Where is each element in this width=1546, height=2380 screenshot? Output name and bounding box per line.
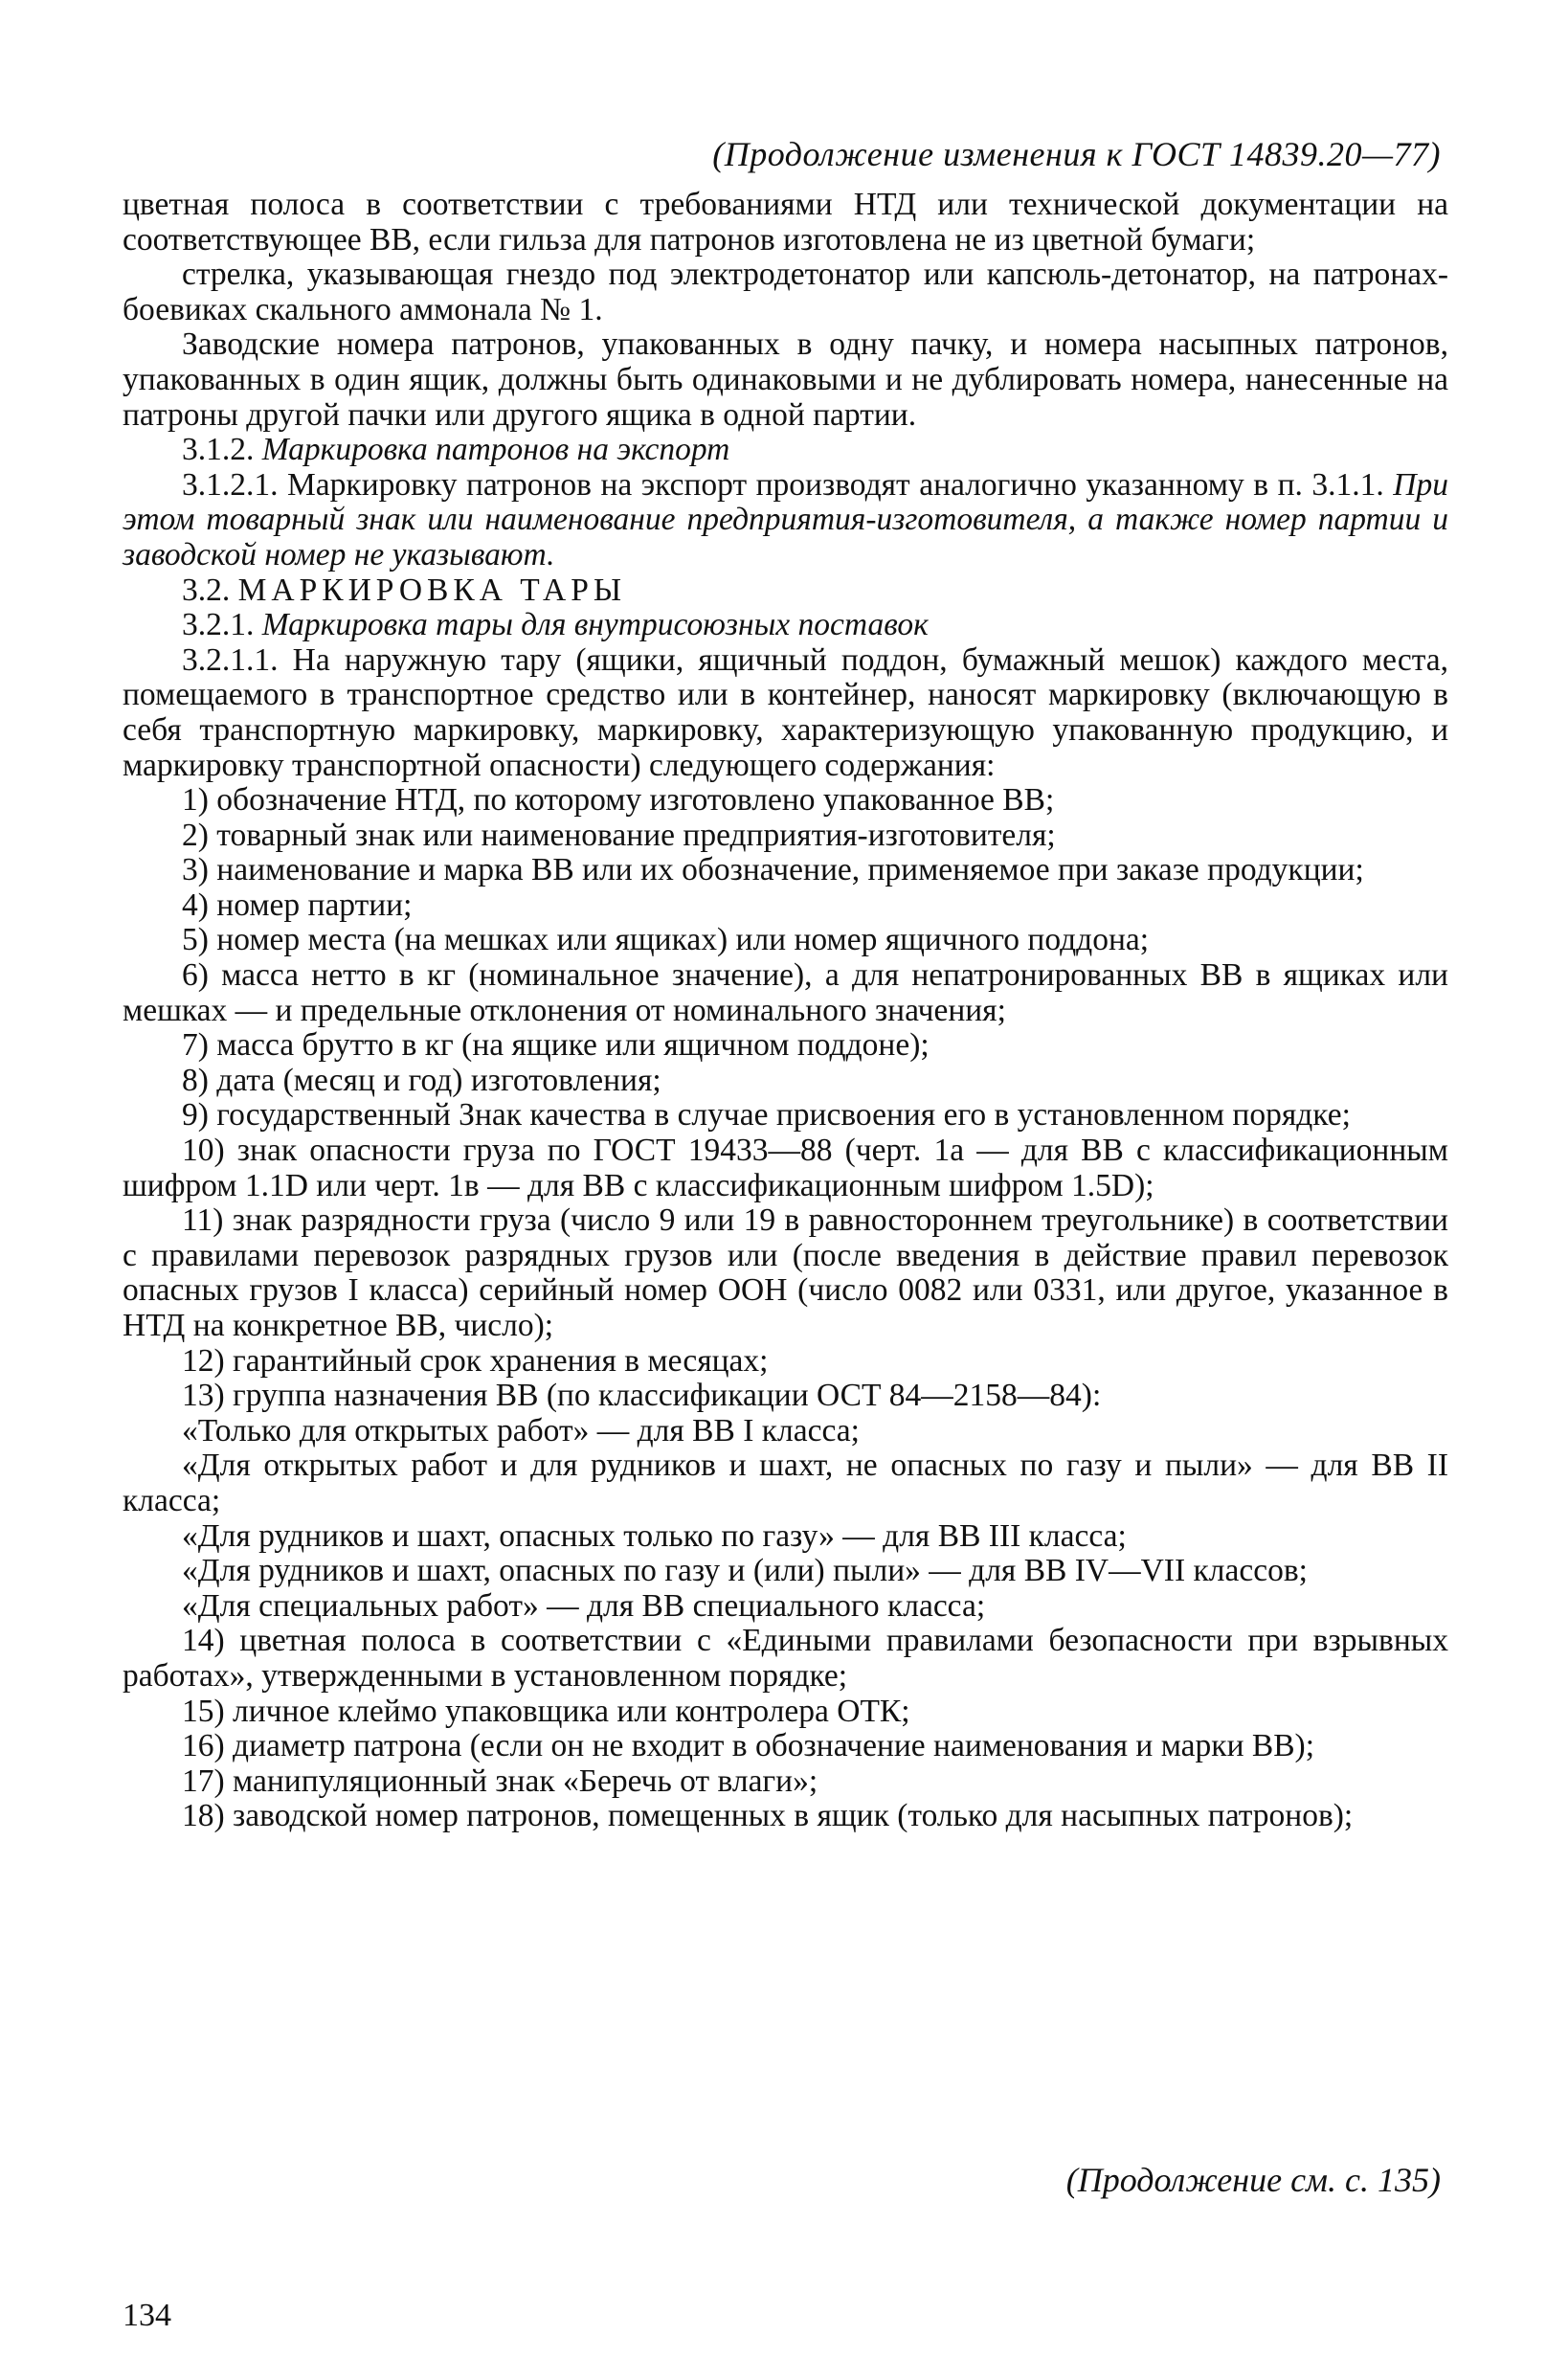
paragraph: 3.1.2.1. Маркировку патронов на экспорт производят аналогично указанному в п. 3.1.1. При этом товарный знак или наименование предприятия-изготовителя, а также номер партии и заводской номер не указывают. xyxy=(123,466,1448,573)
list-item: 4) номер партии; xyxy=(182,887,413,923)
list-item: 13) группа назначения ВВ (по классификации ОСТ 84—2158—84): xyxy=(182,1378,1102,1414)
list-item: «Только для открытых работ» — для ВВ I класса; xyxy=(182,1412,860,1448)
document-body xyxy=(123,188,1448,1834)
list-item: 7) масса брутто в кг (на ящике или ящичном поддоне); xyxy=(182,1027,930,1064)
paragraph: цветная полоса в соответствии с требованиями НТД или технической документации на соответствующее ВВ, если гильза для патронов изготовлена не из цветной бумаги; xyxy=(123,187,1448,258)
section-heading: 3.2.1. Маркировка тары для внутрисоюзных поставок xyxy=(182,607,929,643)
list-item: 12) гарантийный срок хранения в месяцах; xyxy=(182,1342,769,1379)
paragraph: 3.2.1.1. На наружную тару (ящики, ящичный поддон, бумажный мешок) каждого места, помещаемого в транспортное средство или в контейнер, наносят маркировку (включающую в себя транспортную маркировку, маркировку, характеризующую упакованную продукцию, и маркировку транспортной опасности) следующего содержания: xyxy=(123,641,1448,783)
list-item: «Для специальных работ» — для ВВ специального класса; xyxy=(182,1587,986,1624)
list-item: «Для открытых работ и для рудников и шахт, не опасных по газу и пыли» — для ВВ II класса; xyxy=(123,1448,1448,1518)
section-title: 3.2. МАРКИРОВКА ТАРЫ xyxy=(182,572,627,608)
list-item: 11) знак разрядности груза (число 9 или 19 в равностороннем треугольнике) в соответствии с правилами перевозок разрядных грузов или (после введения в действие правил перевозок опасных грузов I класса) серийный номер ООН (число 0082 или 0331, или другое, указанное в НТД на конкретное ВВ, число); xyxy=(123,1202,1448,1343)
list-item: 17) манипуляционный знак «Беречь от влаги»; xyxy=(182,1763,818,1799)
list-item: 3) наименование и марка ВВ или их обозначение, применяемое при заказе продукции; xyxy=(182,852,1364,888)
list-item: 8) дата (месяц и год) изготовления; xyxy=(182,1062,661,1098)
list-item: «Для рудников и шахт, опасных по газу и (или) пыли» — для ВВ IV—VII классов; xyxy=(182,1553,1308,1589)
page-number: 134 xyxy=(123,2298,171,2333)
list-item: 5) номер места (на мешках или ящиках) или номер ящичного поддона; xyxy=(182,922,1150,958)
list-item: 18) заводской номер патронов, помещенных в ящик (только для насыпных патронов); xyxy=(182,1798,1354,1834)
paragraph: стрелка, указывающая гнездо под электродетонатор или капсюль-детонатор, на патронах-боевиках скального аммонала № 1. xyxy=(123,257,1448,327)
section-heading: 3.1.2. Маркировка патронов на экспорт xyxy=(182,432,730,468)
list-item: 16) диаметр патрона (если он не входит в обозначение наименования и марки ВВ); xyxy=(182,1728,1315,1764)
paragraph: Заводские номера патронов, упакованных в одну пачку, и номера насыпных патронов, упакованных в один ящик, должны быть одинаковыми и не дублировать номера, нанесенные на патроны другой пачки или другого ящика в одной партии. xyxy=(123,326,1448,433)
list-item: 15) личное клеймо упаковщика или контролера ОТК; xyxy=(182,1693,910,1729)
list-item: 9) государственный Знак качества в случае присвоения его в установленном порядке; xyxy=(182,1097,1351,1134)
list-item: «Для рудников и шахт, опасных только по газу» — для ВВ III класса; xyxy=(182,1517,1127,1554)
list-item: 2) товарный знак или наименование предприятия-изготовителя; xyxy=(182,817,1056,853)
list-item: 6) масса нетто в кг (номинальное значение), а для непатронированных ВВ в ящиках или мешках — и предельные отклонения от номинального значения; xyxy=(123,957,1448,1028)
list-item: 1) обозначение НТД, по которому изготовлено упакованное ВВ; xyxy=(182,782,1055,819)
continuation-footer: (Продолжение см. с. 135) xyxy=(1065,2161,1441,2199)
continuation-header: (Продолжение изменения к ГОСТ 14839.20—77) xyxy=(712,135,1441,173)
list-item: 10) знак опасности груза по ГОСТ 19433—88 (черт. 1а — для ВВ с классификационным шифром 1.1D или черт. 1в — для ВВ с классификационным шифром 1.5D); xyxy=(123,1133,1448,1203)
list-item: 14) цветная полоса в соответствии с «Едиными правилами безопасности при взрывных работах», утвержденными в установленном порядке; xyxy=(123,1623,1448,1694)
